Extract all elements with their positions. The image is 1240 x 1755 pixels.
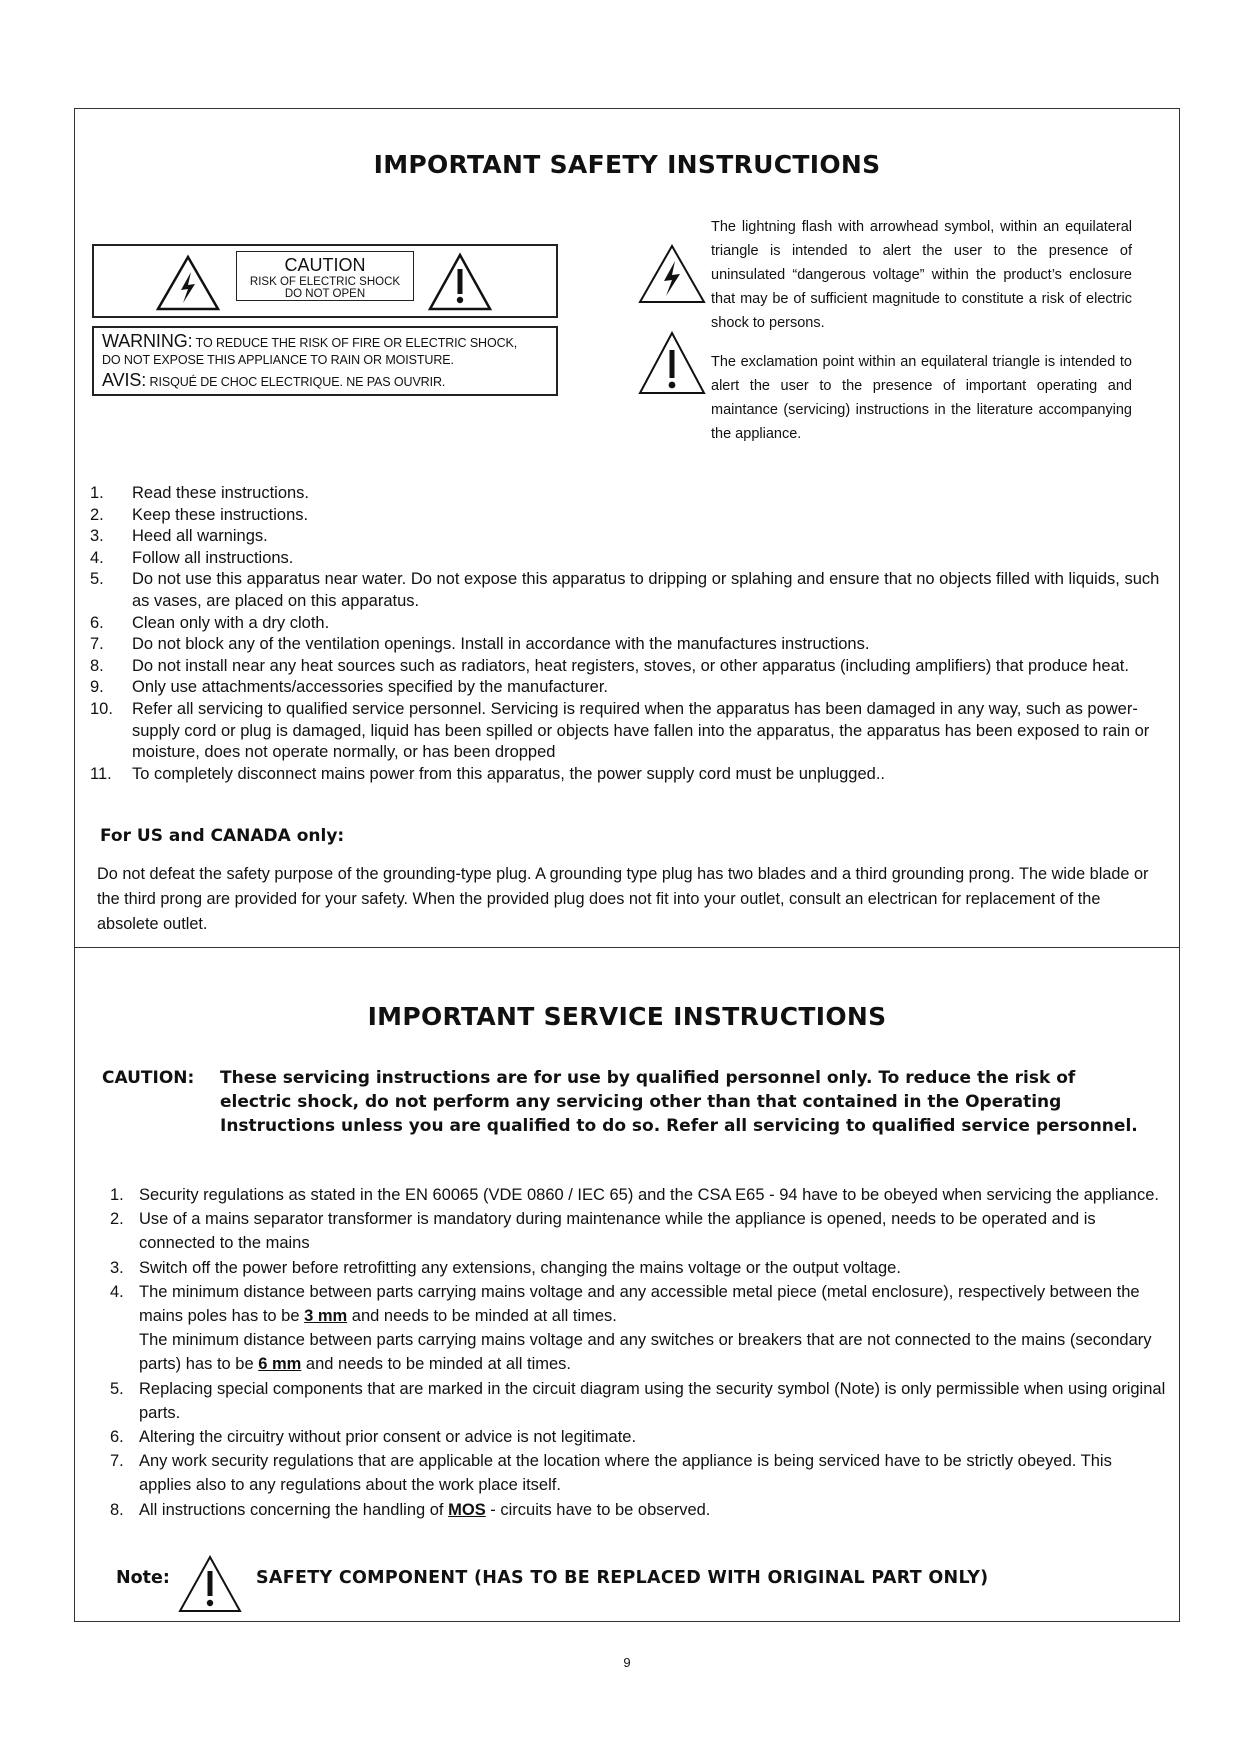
list-item: 5. Replacing special components that are marked in the circuit diagram using the security symbol (Note) is only permissible when using original parts. [110, 1379, 1166, 1422]
warning-line-2: DO NOT EXPOSE THIS APPLIANCE TO RAIN OR MOISTURE. [102, 353, 454, 367]
avis-line [102, 370, 445, 391]
avis-rest: RISQUÉ DE CHOC ELECTRIQUE. NE PAS OUVRIR. [146, 375, 446, 389]
list-item: 6. Clean only with a dry cloth. [90, 613, 330, 632]
note-label: Note: [116, 1568, 170, 1588]
lightning-explanation: The lightning flash with arrowhead symbol, within an equilateral triangle is intended to alert the user to the presence of uninsulated “dangerous voltage” within the product’s enclosure that may be of sufficient magnitude to constitute a risk of electric shock to persons. [711, 219, 1132, 331]
caution-label: CAUTION: [102, 1068, 195, 1088]
list-item: 1. Read these instructions. [90, 484, 310, 502]
caution-inner-label [236, 251, 414, 301]
list-item: 9. Only use attachments/accessories specified by the manufacturer. [90, 678, 608, 697]
warning-word: WARNING: [102, 331, 193, 351]
service-instructions-list [108, 1183, 1168, 1522]
warning-line-1 [102, 331, 517, 352]
list-item: 2. Keep these instructions. [90, 505, 309, 524]
warning-rest: TO REDUCE THE RISK OF FIRE OR ELECTRIC SHOCK, [192, 336, 518, 350]
risk-of-shock-text: RISK OF ELECTRIC SHOCK [249, 276, 401, 288]
list-item: 6. Altering the circuitry without prior consent or advice is not legitimate. [110, 1428, 637, 1447]
list-item: 8. All instructions concerning the handling of MOS - circuits have to be observed. [110, 1500, 711, 1519]
service-caution [102, 1066, 1162, 1138]
distance-6mm: 6 mm [258, 1355, 302, 1374]
us-canada-paragraph: Do not defeat the safety purpose of the grounding-type plug. A grounding type plug has two blades and a third grounding prong. The wide blade or the third prong are provided for your safety. When the provided plug does not fit into your outlet, consult an electrican for replacement of the absolete outlet. [97, 865, 1149, 933]
list-item: 7. Any work security regulations that are applicable at the location where the appliance is being serviced have to be strictly obeyed. This applies also to any regulations about the work place itself. [110, 1452, 1112, 1495]
mos-term: MOS [448, 1500, 486, 1519]
avis-word: AVIS: [102, 370, 147, 390]
page-number: 9 [623, 1655, 631, 1670]
safety-instructions-list [90, 483, 1160, 785]
caution-word: CAUTION [284, 255, 366, 275]
list-item: 4. The minimum distance between parts carrying mains voltage and any accessible metal piece (metal enclosure), respectively between the mains poles has to be 3 mm and needs to be minded at all times. The minimum distance between parts carrying mains voltage and any switches or breakers that are not connected to the mains (secondary parts) has to be 6 mm and needs to be minded at all times. [110, 1282, 1152, 1374]
distance-3mm: 3 mm [304, 1307, 348, 1326]
list-item: 4. Follow all instructions. [90, 548, 294, 567]
safety-title: IMPORTANT SAFETY INSTRUCTIONS [373, 150, 881, 179]
do-not-open-text: DO NOT OPEN [284, 288, 366, 300]
exclamation-explanation: The exclamation point within an equilateral triangle is intended to alert the user to the presence of important operating and maintance (servicing) instructions in the literature accompanying the appliance. [711, 354, 1132, 442]
list-item: 3. Heed all warnings. [90, 527, 268, 546]
list-item: 10. Refer all servicing to qualified service personnel. Servicing is required when the apparatus has been damaged in any way, such as power-supply cord or plug is damaged, liquid has been spilled or objects have fallen into the apparatus, the apparatus has been exposed to rain or moisture, does not operate normally, or has been dropped [90, 699, 1150, 762]
note-text: SAFETY COMPONENT (HAS TO BE REPLACED WITH ORIGINAL PART ONLY) [256, 1568, 989, 1588]
caution-text: These servicing instructions are for use by qualified personnel only. To reduce the risk of electric shock, do not perform any servicing other than that contained in the Operating Instructions unless you are qualified to do so. Refer all servicing to qualified service personnel. [220, 1068, 1138, 1136]
list-item: 1. Security regulations as stated in the EN 60065 (VDE 0860 / IEC 65) and the CSA E65 - 94 have to be obeyed when servicing the appliance. [110, 1186, 1159, 1204]
us-canada-heading: For US and CANADA only: [100, 826, 345, 846]
exclamation-triangle-icon [637, 330, 707, 396]
safety-component-icon [177, 1554, 243, 1614]
list-item: 2. Use of a mains separator transformer is mandatory during maintenance while the appliance is opened, needs to be operated and is connected to the mains [110, 1210, 1096, 1253]
list-item: 7. Do not block any of the ventilation openings. Install in accordance with the manufactures instructions. [90, 635, 870, 654]
section-divider [74, 947, 1180, 948]
list-item: 3. Switch off the power before retrofitting any extensions, changing the mains voltage or the output voltage. [110, 1258, 901, 1277]
list-item: 8. Do not install near any heat sources such as radiators, heat registers, stoves, or other apparatus (including amplifiers) that produce heat. [90, 656, 1129, 675]
service-title: IMPORTANT SERVICE INSTRUCTIONS [367, 1002, 887, 1031]
list-item: 11. To completely disconnect mains power from this apparatus, the power supply cord must be unplugged.. [90, 764, 885, 783]
lightning-warning-icon [155, 254, 221, 312]
exclamation-warning-icon [427, 252, 493, 312]
lightning-triangle-icon [637, 243, 707, 305]
list-item: 5. Do not use this apparatus near water. Do not expose this apparatus to dripping or splahing and ensure that no objects filled with liquids, such as vases, are placed on this apparatus. [90, 570, 1160, 610]
